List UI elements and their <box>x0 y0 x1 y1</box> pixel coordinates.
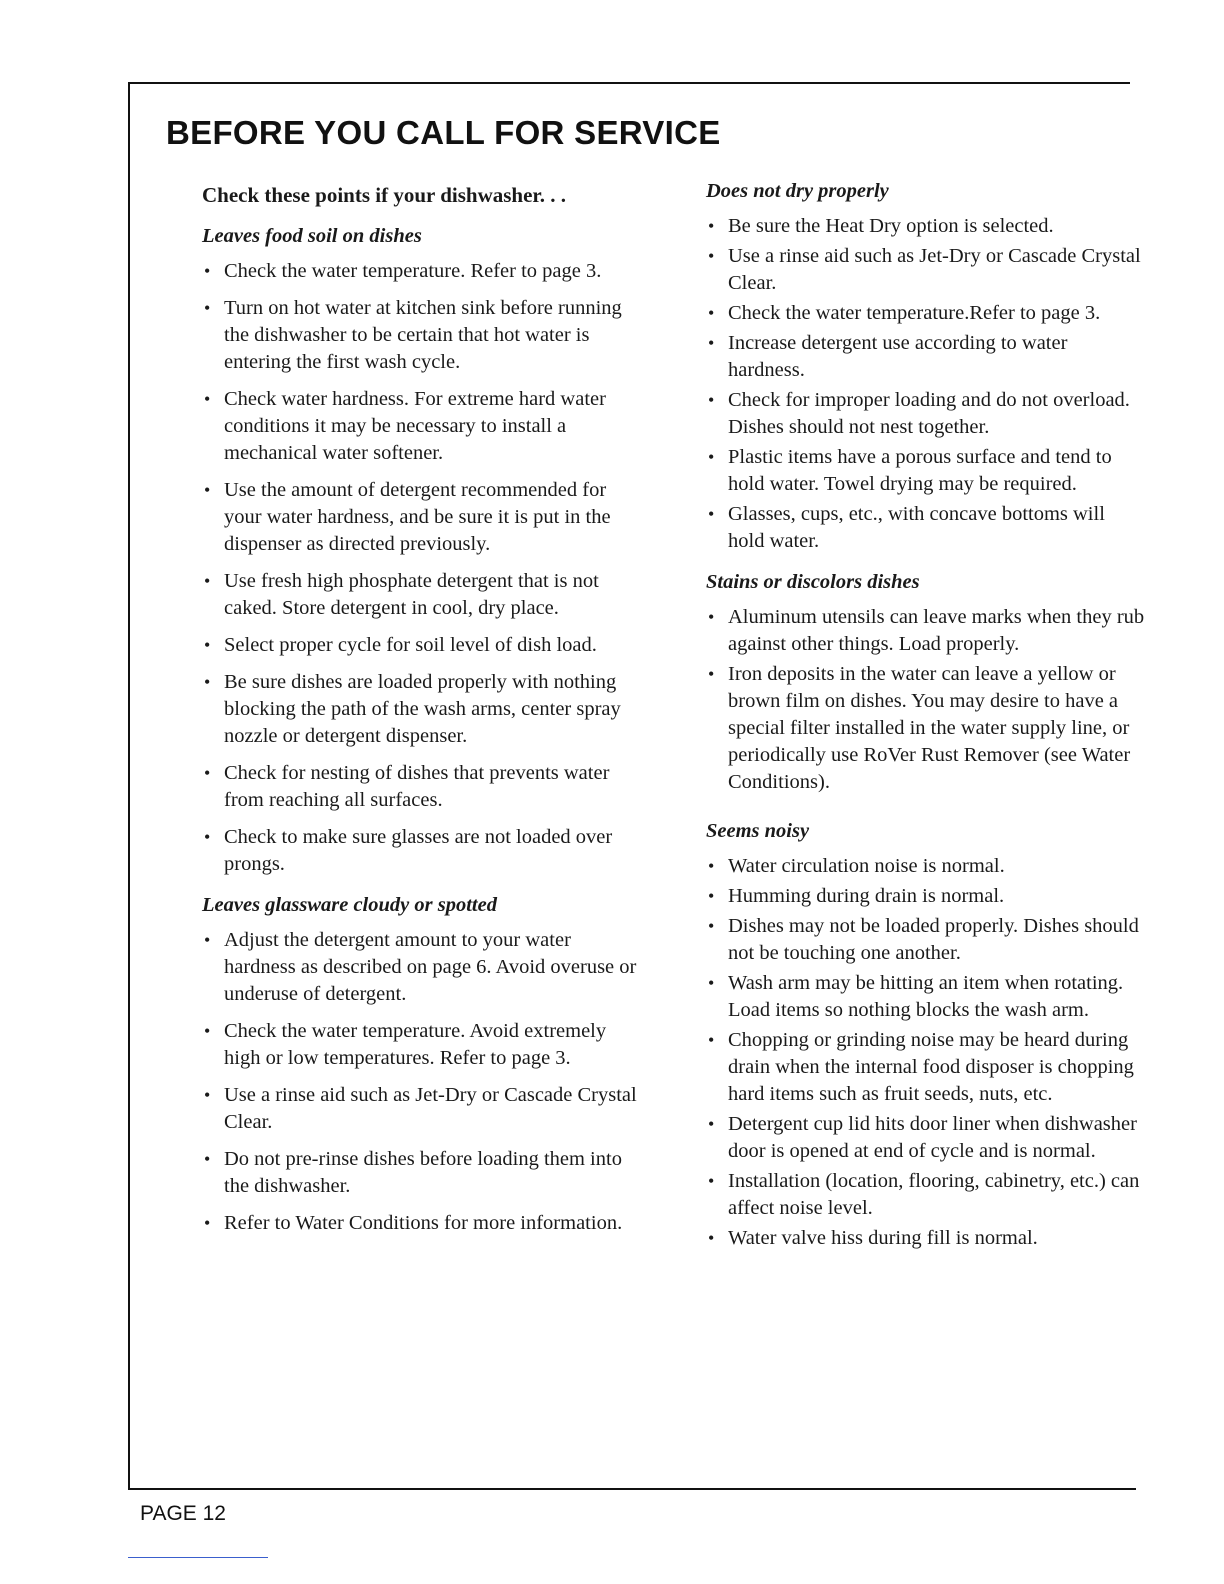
list-item: • Water circulation noise is normal. <box>706 853 1146 880</box>
left-rule <box>128 82 130 1490</box>
list-item: • Humming during drain is normal. <box>706 883 1146 910</box>
list-item: • Be sure dishes are loaded properly with nothing blocking the path of the wash arms, center spray nozzle or detergent dispenser. <box>202 669 642 750</box>
list-item: • Check the water temperature. Refer to page 3. <box>202 258 642 285</box>
list-item: • Aluminum utensils can leave marks when they rub against other things. Load properly. <box>706 604 1146 658</box>
list-item: • Iron deposits in the water can leave a yellow or brown film on dishes. You may desire to have a special filter installed in the water supply line, or periodically use RoVer Rust Remover (see Water Conditions). <box>706 661 1146 796</box>
top-rule <box>128 82 1130 84</box>
list-item: • Chopping or grinding noise may be heard during drain when the internal food disposer is chopping hard items such as fruit seeds, nuts, etc. <box>706 1027 1146 1108</box>
bottom-rule <box>128 1488 1136 1490</box>
right-column <box>706 178 1146 1266</box>
section-heading: Leaves glassware cloudy or spotted <box>202 894 497 916</box>
list-item: • Water valve hiss during fill is normal. <box>706 1225 1146 1252</box>
footer-mark <box>128 1557 268 1558</box>
left-column <box>202 182 642 1251</box>
list-item: • Do not pre-rinse dishes before loading them into the dishwasher. <box>202 1146 642 1200</box>
list-item: • Increase detergent use according to water hardness. <box>706 330 1146 384</box>
list-item: • Adjust the detergent amount to your water hardness as described on page 6. Avoid overuse or underuse of detergent. <box>202 927 642 1008</box>
list-item: • Dishes may not be loaded properly. Dishes should not be touching one another. <box>706 913 1146 967</box>
list-item: • Use a rinse aid such as Jet-Dry or Cascade Crystal Clear. <box>202 1082 642 1136</box>
section-heading: Stains or discolors dishes <box>706 571 920 593</box>
bullet-list <box>706 604 1146 796</box>
list-item: • Check the water temperature. Avoid extremely high or low temperatures. Refer to page 3. <box>202 1018 642 1072</box>
list-item: • Check to make sure glasses are not loaded over prongs. <box>202 824 642 878</box>
section-heading: Does not dry properly <box>706 180 889 202</box>
list-item: • Use fresh high phosphate detergent that is not caked. Store detergent in cool, dry place. <box>202 568 642 622</box>
page-title: BEFORE YOU CALL FOR SERVICE <box>166 114 721 151</box>
bullet-list <box>706 853 1146 1252</box>
bullet-list <box>706 213 1146 555</box>
list-item: • Be sure the Heat Dry option is selected. <box>706 213 1146 240</box>
list-item: • Check water hardness. For extreme hard water conditions it may be necessary to install a mechanical water softener. <box>202 386 642 467</box>
list-item: • Plastic items have a porous surface and tend to hold water. Towel drying may be required. <box>706 444 1146 498</box>
list-item: • Glasses, cups, etc., with concave bottoms will hold water. <box>706 501 1146 555</box>
list-item: • Select proper cycle for soil level of dish load. <box>202 632 642 659</box>
bullet-list <box>202 258 642 878</box>
list-item: • Check the water temperature.Refer to page 3. <box>706 300 1146 327</box>
list-item: • Installation (location, flooring, cabinetry, etc.) can affect noise level. <box>706 1168 1146 1222</box>
section-leaves-food-soil <box>202 223 642 878</box>
section-heading: Leaves food soil on dishes <box>202 225 422 247</box>
intro-text: Check these points if your dishwasher. . . <box>202 183 567 207</box>
section-leaves-glassware-cloudy <box>202 892 642 1237</box>
list-item: • Use the amount of detergent recommended for your water hardness, and be sure it is put in the dispenser as directed previously. <box>202 477 642 558</box>
list-item: • Use a rinse aid such as Jet-Dry or Cascade Crystal Clear. <box>706 243 1146 297</box>
page-number: PAGE 12 <box>140 1502 226 1525</box>
section-stains-discolors <box>706 569 1146 796</box>
list-item: • Wash arm may be hitting an item when rotating. Load items so nothing blocks the wash arm. <box>706 970 1146 1024</box>
section-heading: Seems noisy <box>706 820 810 842</box>
section-does-not-dry <box>706 178 1146 555</box>
bullet-list <box>202 927 642 1237</box>
section-seems-noisy <box>706 818 1146 1252</box>
list-item: • Detergent cup lid hits door liner when dishwasher door is opened at end of cycle and is normal. <box>706 1111 1146 1165</box>
list-item: • Refer to Water Conditions for more information. <box>202 1210 642 1237</box>
list-item: • Turn on hot water at kitchen sink before running the dishwasher to be certain that hot water is entering the first wash cycle. <box>202 295 642 376</box>
list-item: • Check for nesting of dishes that prevents water from reaching all surfaces. <box>202 760 642 814</box>
list-item: • Check for improper loading and do not overload. Dishes should not nest together. <box>706 387 1146 441</box>
